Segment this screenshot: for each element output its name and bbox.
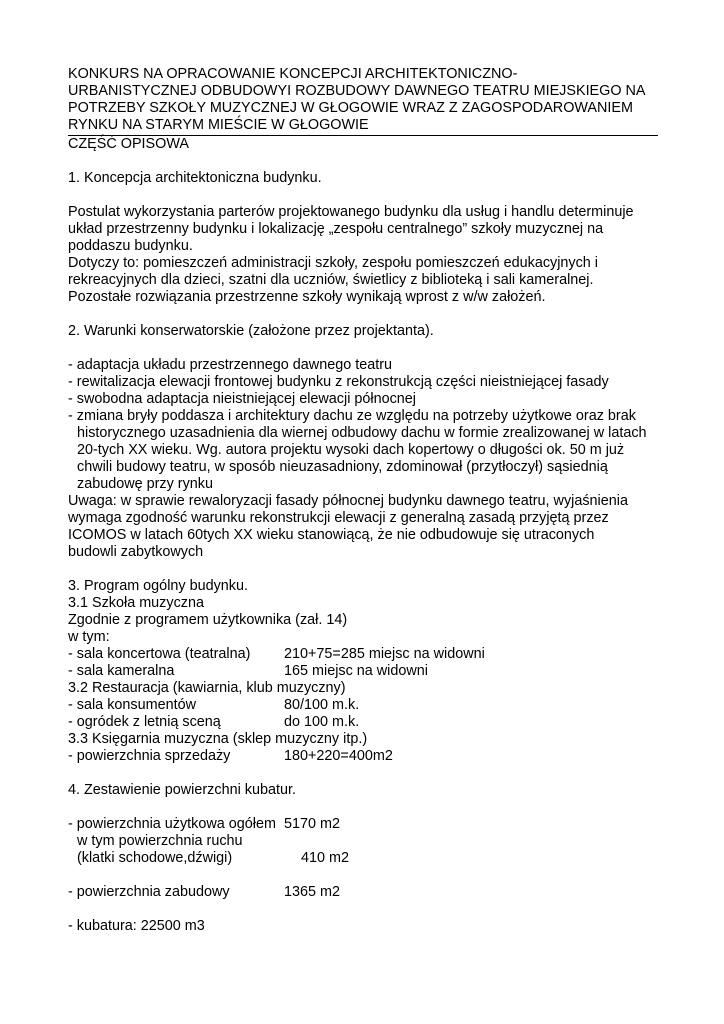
volume-line: - kubatura: 22500 m3 — [68, 918, 205, 934]
title-line: URBANISTYCZNEJ ODBUDOWYI ROZBUDOWY DAWNEGO TEATRU MIEJSKIEGO NA — [68, 83, 646, 99]
program-value: 180+220=400m2 — [284, 748, 393, 764]
program-label: - sala kameralna — [68, 663, 175, 679]
area-value: 410 m2 — [301, 850, 349, 866]
document-page — [68, 66, 658, 935]
area-value: 5170 m2 — [284, 816, 341, 832]
section-2-heading: 2. Warunki konserwatorskie (założone przez projektanta). — [68, 323, 434, 339]
area-value: 1365 m2 — [284, 884, 341, 900]
subsection-heading: 3.3 Księgarnia muzyczna (sklep muzyczny itp.) — [68, 731, 368, 747]
list-item-continuation: chwili budowy teatru, w sposób nieuzasadniony, zdominował (przytłoczył) sąsiednią — [77, 459, 608, 475]
area-label: - powierzchnia zabudowy — [68, 884, 230, 900]
list-item: - rewitalizacja elewacji frontowej budynku z rekonstrukcją części nieistniejącej fasady — [68, 374, 609, 390]
list-item: - adaptacja układu przestrzennego dawnego teatru — [68, 357, 393, 373]
area-row — [68, 884, 658, 901]
paragraph-line: w tym: — [68, 629, 110, 645]
area-row — [68, 850, 658, 867]
paragraph-line: rekreacyjnych dla dzieci, szatni dla uczniów, świetlicy z biblioteką i sali kameralnej. — [68, 272, 594, 288]
section-3-heading: 3. Program ogólny budynku. — [68, 578, 248, 594]
list-item-continuation: 20-tych XX wieku. Wg. autora projektu wysoki dach kopertowy o długości ok. 50 m już — [77, 442, 625, 458]
program-label: - ogródek z letnią sceną — [68, 714, 221, 730]
list-item-continuation: zabudowę przy rynku — [77, 476, 213, 492]
paragraph-line: Postulat wykorzystania parterów projektowanego budynku dla usług i handlu determinuje — [68, 204, 634, 220]
title-line: KONKURS NA OPRACOWANIE KONCEPCJI ARCHITEKTONICZNO- — [68, 66, 518, 82]
paragraph-line: układ przestrzenny budynku i lokalizację „zespołu centralnego” szkoły muzycznej na — [68, 221, 604, 237]
note-line: Uwaga: w sprawie rewaloryzacji fasady północnej budynku dawnego teatru, wyjaśnienia — [68, 493, 628, 509]
program-row — [68, 663, 658, 680]
program-label: - sala koncertowa (teatralna) — [68, 646, 251, 662]
program-label: - powierzchnia sprzedaży — [68, 748, 231, 764]
note-line: budowli zabytkowych — [68, 544, 204, 560]
program-value: do 100 m.k. — [284, 714, 360, 730]
document-title — [68, 66, 658, 136]
list-item: - swobodna adaptacja nieistniejącej elewacji północnej — [68, 391, 416, 407]
list-item: - zmiana bryły poddasza i architektury dachu ze względu na potrzeby użytkowe oraz brak — [68, 408, 636, 424]
program-value: 165 miejsc na widowni — [284, 663, 428, 679]
area-label: - powierzchnia użytkowa ogółem — [68, 816, 276, 832]
program-row — [68, 748, 658, 765]
title-line: POTRZEBY SZKOŁY MUZYCZNEJ W GŁOGOWIE WRAZ Z ZAGOSPODAROWANIEM — [68, 100, 634, 116]
title-line: RYNKU NA STARYM MIEŚCIE W GŁOGOWIE — [68, 117, 369, 133]
program-row — [68, 697, 658, 714]
program-value: 210+75=285 miejsc na widowni — [284, 646, 485, 662]
paragraph-line: Pozostałe rozwiązania przestrzenne szkoły wynikają wprost z w/w założeń. — [68, 289, 546, 305]
program-value: 80/100 m.k. — [284, 697, 360, 713]
area-label: (klatki schodowe,dźwigi) — [77, 850, 233, 866]
list-item-continuation: historycznego uzasadnienia dla wiernej odbudowy dachu w formie zrealizowanej w latach — [77, 425, 647, 441]
section-1-heading: 1. Koncepcja architektoniczna budynku. — [68, 170, 322, 186]
program-row — [68, 646, 658, 663]
document-subtitle: CZĘŚĆ OPISOWA — [68, 136, 189, 152]
area-row — [68, 816, 658, 833]
paragraph-line: Zgodnie z programem użytkownika (zał. 14) — [68, 612, 348, 628]
subsection-heading: 3.1 Szkoła muzyczna — [68, 595, 204, 611]
paragraph-line: Dotyczy to: pomieszczeń administracji szkoły, zespołu pomieszczeń edukacyjnych i — [68, 255, 599, 271]
program-label: - sala konsumentów — [68, 697, 196, 713]
program-row — [68, 714, 658, 731]
area-sub-label: w tym powierzchnia ruchu — [77, 833, 243, 849]
subsection-heading: 3.2 Restauracja (kawiarnia, klub muzyczny) — [68, 680, 346, 696]
section-4-heading: 4. Zestawienie powierzchni kubatur. — [68, 782, 296, 798]
note-line: ICOMOS w latach 60tych XX wieku stanowiącą, że nie odbudowuje się utraconych — [68, 527, 595, 543]
paragraph-line: poddaszu budynku. — [68, 238, 193, 254]
note-line: wymaga zgodność warunku rekonstrukcji elewacji z generalną zasadą przyjętą przez — [68, 510, 609, 526]
